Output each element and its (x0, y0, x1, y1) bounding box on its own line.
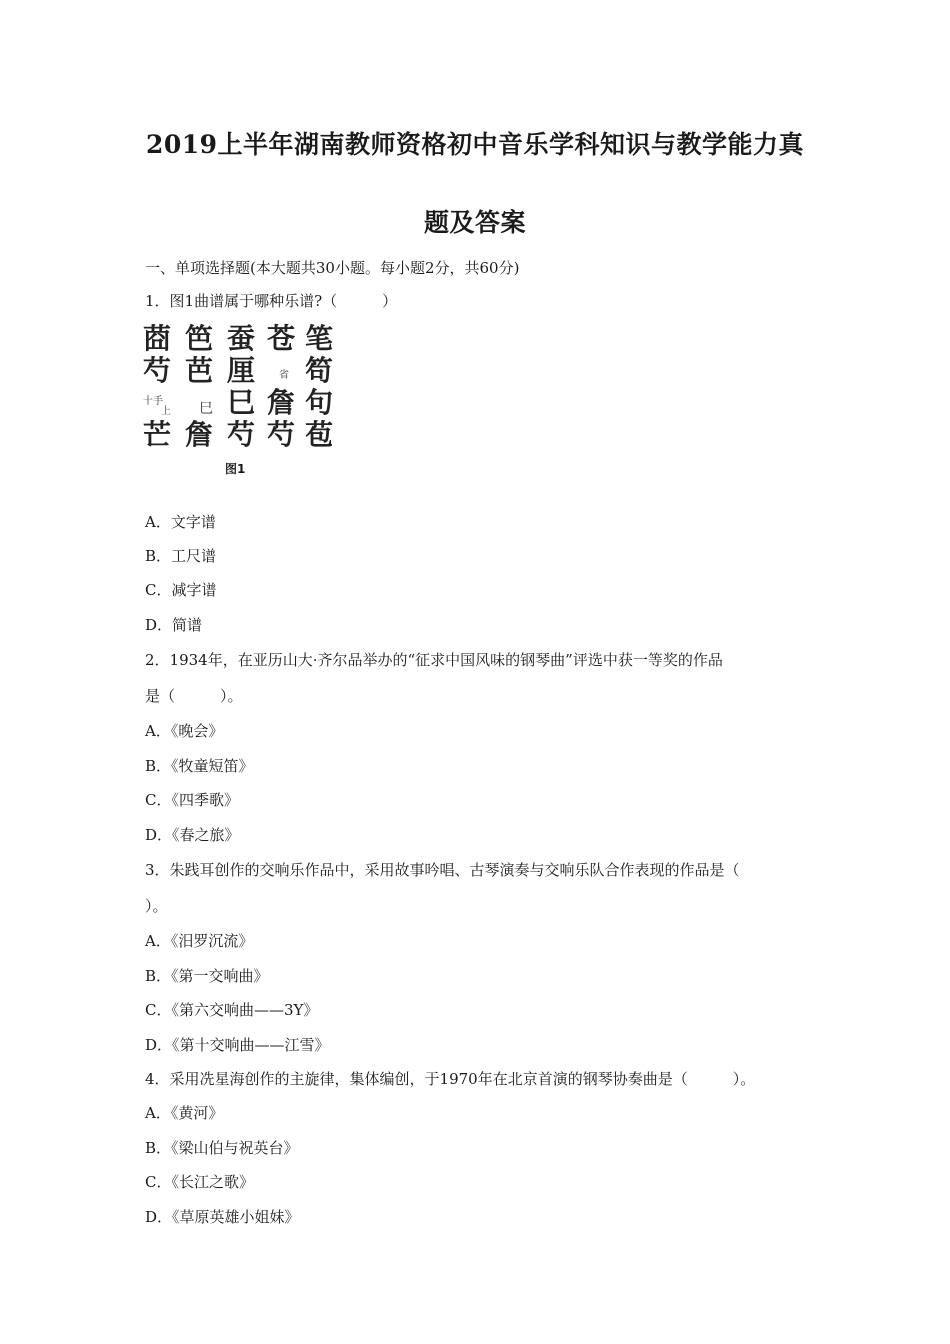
q2-stem-line-2: 是（ ）。 (145, 687, 243, 705)
q4-option-c: C．《长江之歌》 (145, 1173, 254, 1191)
notation-small-mark: 十手 (143, 396, 163, 407)
notation-glyph: 芒 (143, 418, 172, 451)
q2-option-d: D．《春之旅》 (145, 826, 240, 844)
notation-glyph: 巳 (227, 386, 256, 419)
q3-option-b: B．《第一交响曲》 (145, 967, 269, 985)
q2-stem-line-1: 2．1934年，在亚历山大·齐尔品举办的“征求中国风味的钢琴曲”评选中获一等奖的作品 (145, 651, 723, 669)
notation-small-mark: 巳 (199, 401, 213, 417)
figure-caption: 图1 (225, 462, 246, 476)
notation-glyph: 句 (305, 386, 334, 419)
notation-glyph: 詹 (185, 418, 214, 451)
q1-stem: 1．图1曲谱属于哪种乐谱?（ ） (145, 292, 398, 310)
notation-glyph: 芭 (185, 354, 214, 387)
q1-option-d: D．简谱 (145, 616, 203, 634)
notation-glyph: 笆 (185, 322, 214, 355)
q3-option-d: D．《第十交响曲——江雪》 (145, 1036, 330, 1054)
q1-option-a: A．文字谱 (145, 513, 216, 531)
q1-figure-guqin-notation (143, 322, 343, 482)
notation-glyph: 芍 (227, 418, 256, 451)
notation-glyph: 芍 (143, 354, 172, 387)
q3-option-a: A．《汨罗沉流》 (145, 932, 254, 950)
notation-glyph: 笔 (305, 322, 334, 355)
q2-option-b: B．《牧童短笛》 (145, 757, 254, 775)
q4-stem: 4．采用冼星海创作的主旋律，集体编创，于1970年在北京首演的钢琴协奏曲是（ ）。 (145, 1070, 756, 1088)
notation-glyph: 苞 (305, 418, 334, 451)
document-title-line-1: 2019上半年湖南教师资格初中音乐学科知识与教学能力真 (145, 130, 805, 159)
document-title-line-2: 题及答案 (423, 208, 526, 237)
notation-small-mark: 省 (279, 370, 289, 381)
notation-glyph: 笱 (305, 354, 334, 387)
q2-option-a: A．《晚会》 (145, 722, 224, 740)
q2-option-c: C．《四季歌》 (145, 791, 239, 809)
notation-glyph: 苍 (267, 322, 296, 355)
notation-glyph: 詹 (267, 386, 296, 419)
q1-option-b: B．工尺谱 (145, 547, 217, 565)
section-heading: 一、单项选择题(本大题共30小题。每小题2分，共60分) (145, 259, 520, 277)
q4-option-b: B．《梁山伯与祝英台》 (145, 1139, 299, 1157)
q3-option-c: C．《第六交响曲——3Y》 (145, 1001, 319, 1019)
q4-option-a: A．《黄河》 (145, 1104, 224, 1122)
notation-glyph: 蚕 (227, 322, 256, 355)
notation-small-mark: 上 (161, 406, 171, 417)
q3-stem-line-2: ）。 (145, 897, 168, 915)
notation-glyph: 莔 (143, 322, 172, 355)
q3-stem-line-1: 3．朱践耳创作的交响乐作品中，采用故事吟唱、古琴演奏与交响乐队合作表现的作品是（ (145, 861, 740, 879)
q1-option-c: C．减字谱 (145, 581, 217, 599)
notation-glyph: 芍 (267, 418, 296, 451)
notation-glyph: 厘 (227, 354, 256, 387)
q4-option-d: D．《草原英雄小姐妹》 (145, 1208, 300, 1226)
